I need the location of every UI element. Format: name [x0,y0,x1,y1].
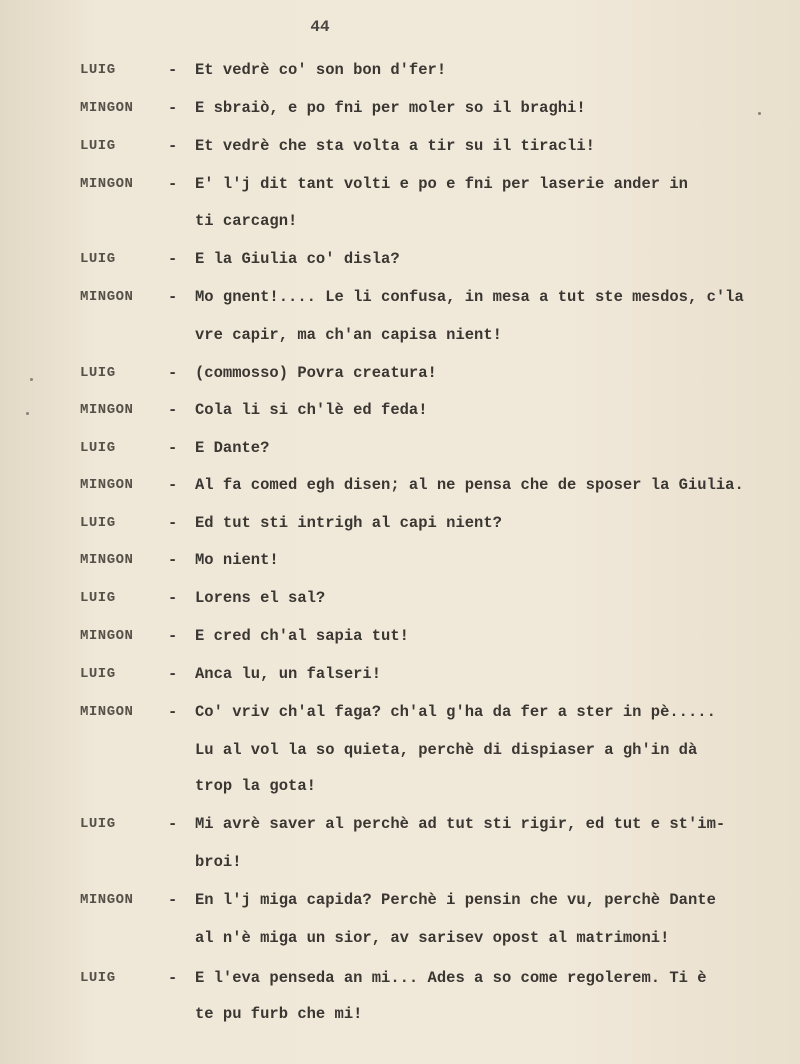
dialogue-continuation [0,209,800,233]
dialogue-line [0,511,800,535]
dialogue-line [0,888,800,912]
dialogue-line [0,662,800,686]
dash-separator: - [168,703,178,721]
dialogue-continuation [0,1002,800,1026]
dialogue-text: E cred ch'al sapia tut! [195,627,409,645]
dash-separator: - [168,250,178,268]
dialogue-text: (commosso) Povra creatura! [195,364,437,382]
dash-separator: - [168,589,178,607]
dialogue-text: Al fa comed egh disen; al ne pensa che de sposer la Giulia. [195,476,744,494]
speaker-name: LUIG [80,138,116,154]
dash-separator: - [168,514,178,532]
paper-speck [758,112,761,115]
dash-separator: - [168,288,178,306]
speaker-name: LUIG [80,365,116,381]
dash-separator: - [168,627,178,645]
dialogue-continuation [0,738,800,762]
speaker-name: LUIG [80,515,116,531]
dialogue-text: En l'j miga capida? Perchè i pensin che vu, perchè Dante [195,891,716,909]
dialogue-line [0,134,800,158]
dialogue-line [0,247,800,271]
dialogue-text: Et vedrè co' son bon d'fer! [195,61,447,79]
dash-separator: - [168,891,178,909]
dialogue-line [0,96,800,120]
dialogue-text: te pu furb che mi! [195,1005,363,1023]
dialogue-continuation [0,323,800,347]
dialogue-text: al n'è miga un sior, av sarisev opost al matrimoni! [195,929,670,947]
dialogue-text: E sbraiò, e po fni per moler so il braghi! [195,99,586,117]
dialogue-continuation [0,850,800,874]
dialogue-line [0,548,800,572]
dialogue-text: E Dante? [195,439,270,457]
dash-separator: - [168,476,178,494]
speaker-name: LUIG [80,970,116,986]
dialogue-line [0,361,800,385]
dialogue-text: Co' vriv ch'al faga? ch'al g'ha da fer a ster in pè..... [195,703,716,721]
dialogue-line [0,436,800,460]
dialogue-line [0,812,800,836]
speaker-name: MINGON [80,477,134,493]
dialogue-text: E l'eva penseda an mi... Ades a so come regolerem. Ti è [195,969,707,987]
dialogue-text: Lu al vol la so quieta, perchè di dispiaser a gh'in dà [195,741,698,759]
dialogue-text: broi! [195,853,242,871]
speaker-name: LUIG [80,816,116,832]
speaker-name: LUIG [80,666,116,682]
speaker-name: LUIG [80,251,116,267]
dialogue-line [0,285,800,309]
dialogue-text: E la Giulia co' disla? [195,250,400,268]
dialogue-line [0,172,800,196]
page-number: 44 [310,18,330,36]
speaker-name: MINGON [80,552,134,568]
dialogue-line [0,624,800,648]
paper-speck [26,412,29,415]
speaker-name: MINGON [80,402,134,418]
dialogue-text: Mi avrè saver al perchè ad tut sti rigir, ed tut e st'im- [195,815,726,833]
dialogue-line [0,966,800,990]
dialogue-text: Lorens el sal? [195,589,326,607]
dialogue-text: Ed tut sti intrigh al capi nient? [195,514,502,532]
speaker-name: MINGON [80,892,134,908]
speaker-name: MINGON [80,628,134,644]
speaker-name: MINGON [80,704,134,720]
speaker-name: MINGON [80,289,134,305]
paper-speck [30,378,33,381]
dialogue-text: ti carcagn! [195,212,298,230]
dialogue-line [0,473,800,497]
dialogue-continuation [0,774,800,798]
dialogue-text: Mo gnent!.... Le li confusa, in mesa a tut ste mesdos, c'la [195,288,744,306]
dash-separator: - [168,665,178,683]
dialogue-text: Mo nient! [195,551,279,569]
speaker-name: LUIG [80,62,116,78]
dialogue-text: Anca lu, un falseri! [195,665,382,683]
dash-separator: - [168,99,178,117]
dash-separator: - [168,815,178,833]
dialogue-text: E' l'j dit tant volti e po e fni per laserie ander in [195,175,688,193]
dash-separator: - [168,364,178,382]
dash-separator: - [168,61,178,79]
dialogue-text: vre capir, ma ch'an capisa nient! [195,326,502,344]
dialogue-text: Et vedrè che sta volta a tir su il tiracli! [195,137,595,155]
speaker-name: MINGON [80,176,134,192]
dialogue-line [0,398,800,422]
dash-separator: - [168,137,178,155]
dash-separator: - [168,969,178,987]
dialogue-text: Cola li si ch'lè ed feda! [195,401,428,419]
dialogue-line [0,586,800,610]
dash-separator: - [168,551,178,569]
dash-separator: - [168,175,178,193]
speaker-name: LUIG [80,440,116,456]
dialogue-continuation [0,926,800,950]
dialogue-line [0,700,800,724]
speaker-name: MINGON [80,100,134,116]
dash-separator: - [168,439,178,457]
speaker-name: LUIG [80,590,116,606]
dialogue-text: trop la gota! [195,777,316,795]
dash-separator: - [168,401,178,419]
dialogue-line [0,58,800,82]
